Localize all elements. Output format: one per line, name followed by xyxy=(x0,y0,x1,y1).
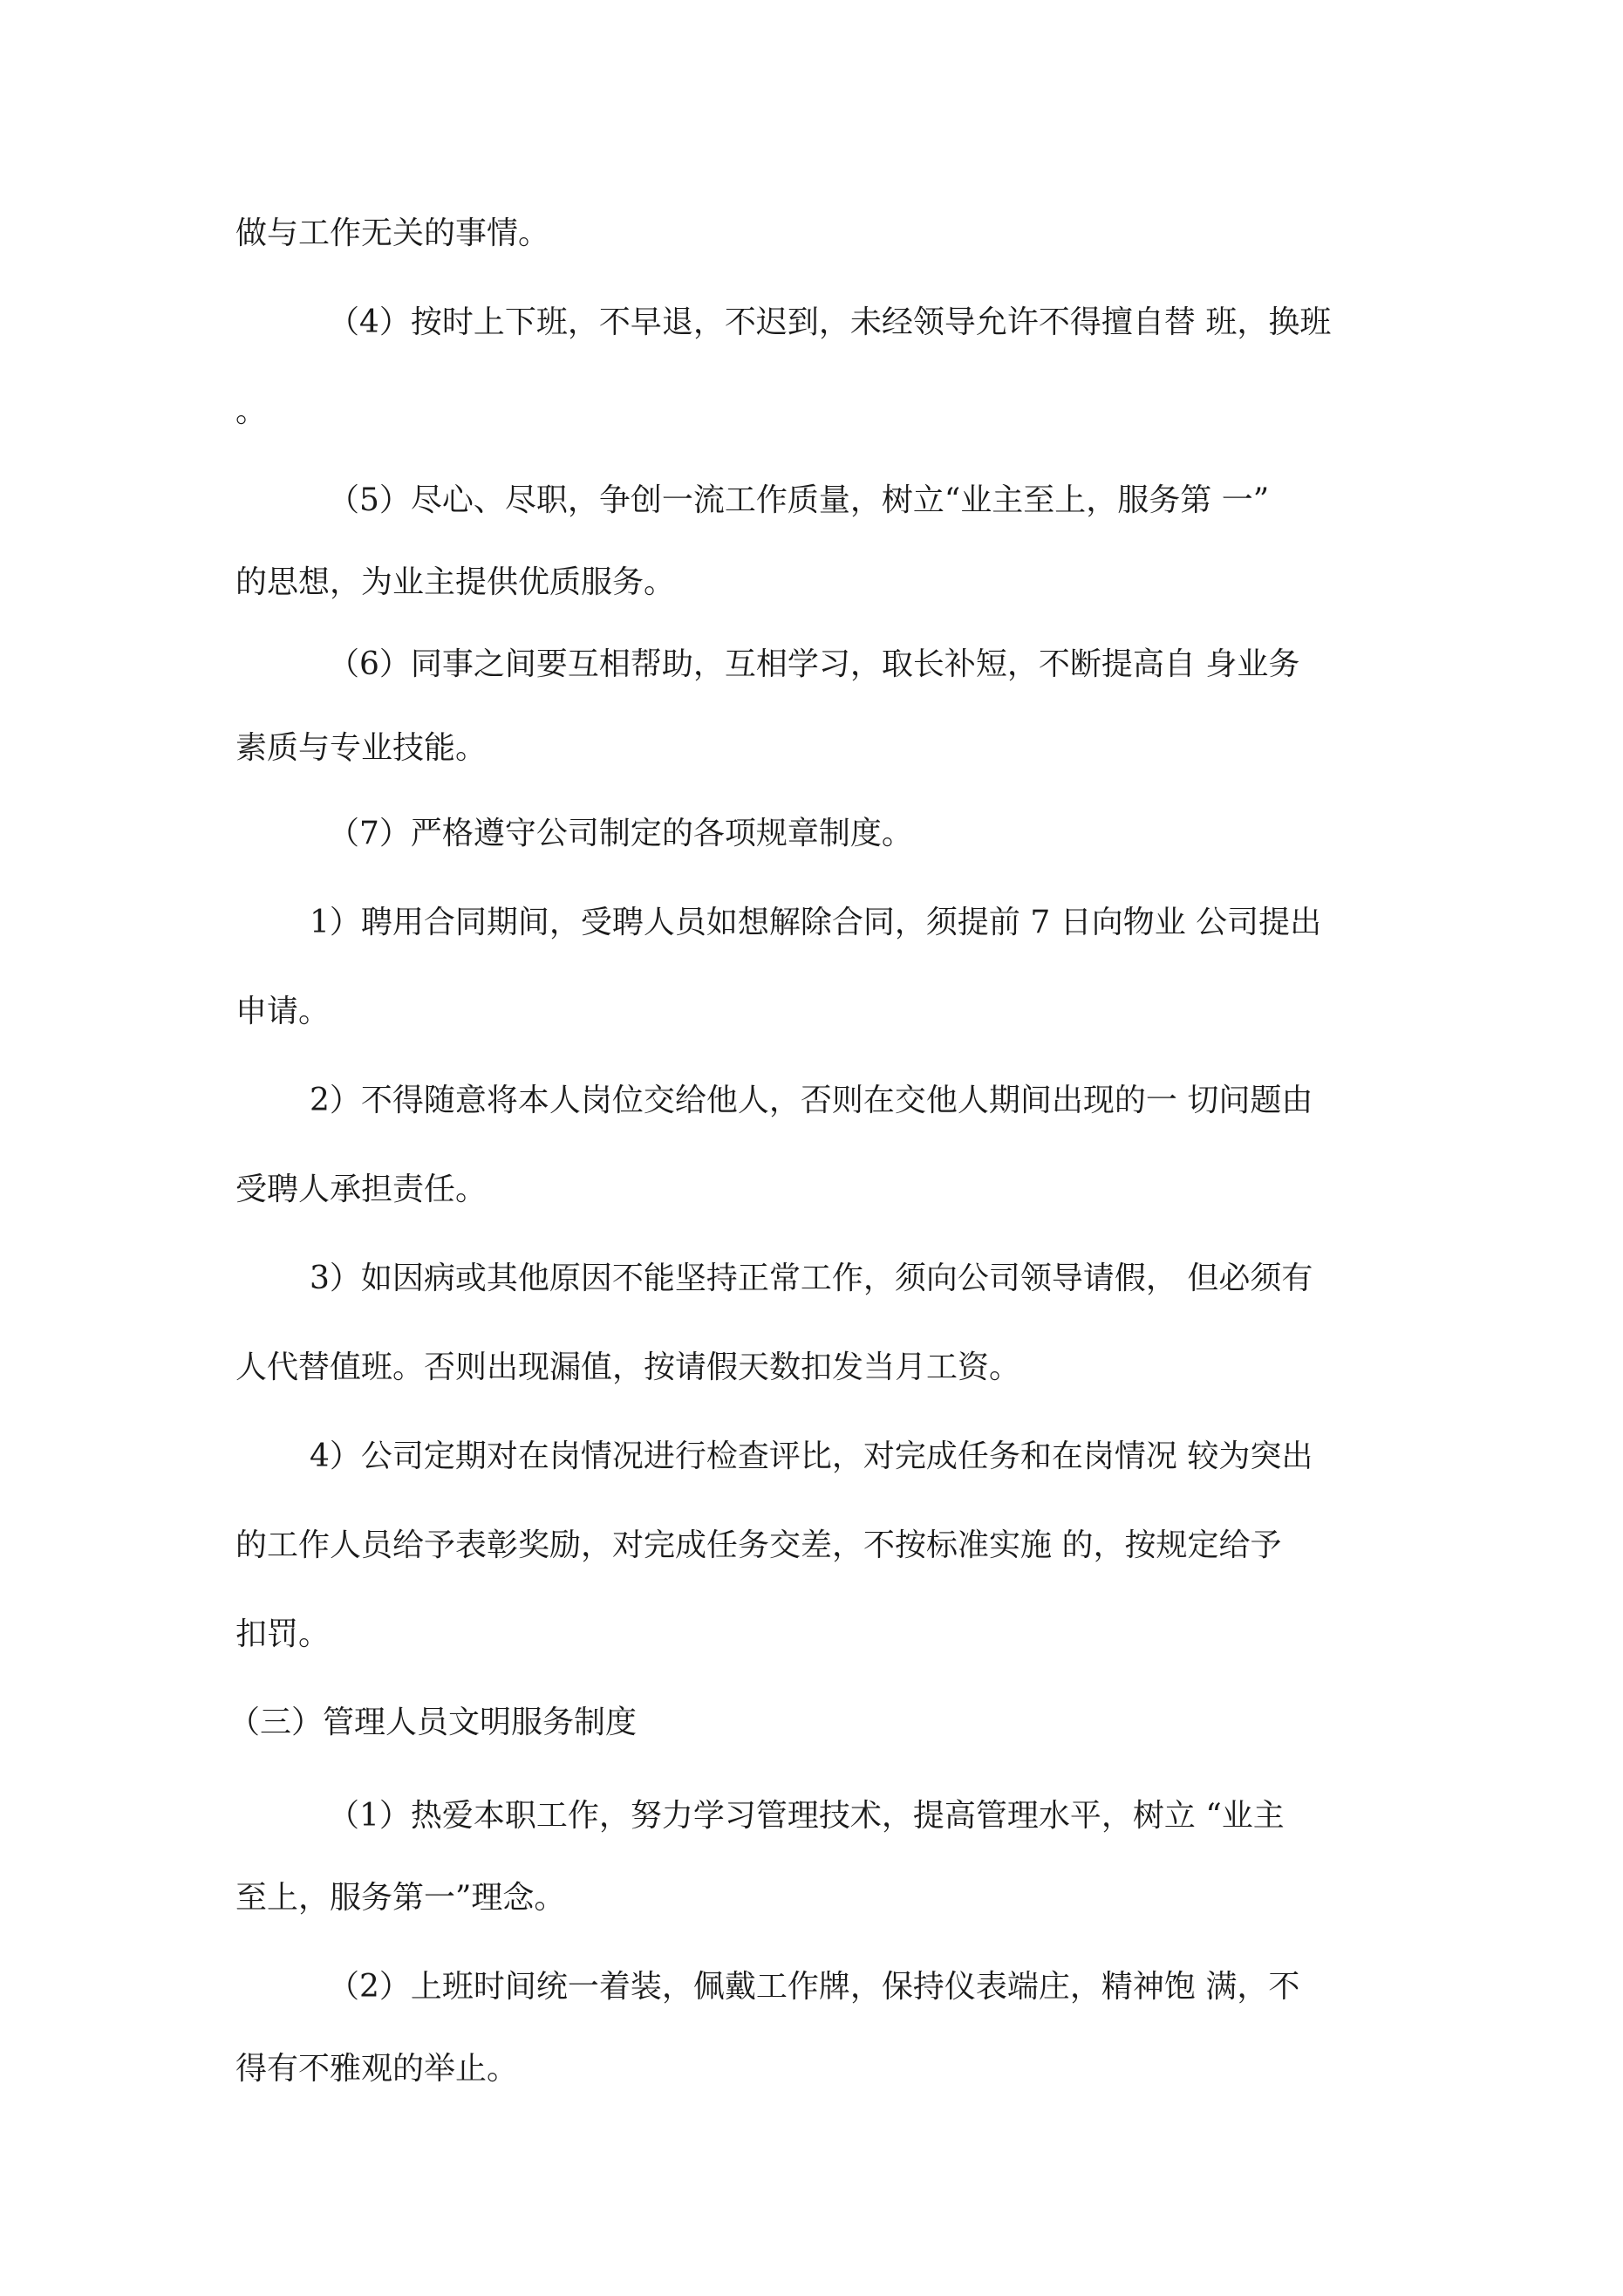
text-line: 的工作人员给予表彰奖励，对完成任务交差，不按标准实施 的，按规定给予 xyxy=(235,1527,1282,1563)
text-line: 扣罚。 xyxy=(235,1616,331,1652)
text-line: 做与工作无关的事情。 xyxy=(235,215,550,251)
text-line: （1）热爱本职工作，努力学习管理技术，提高管理水平，树立 “业主 xyxy=(328,1798,1285,1834)
text-line: 人代替值班。否则出现漏值，按请假天数扣发当月工资。 xyxy=(235,1350,1021,1385)
text-line: 申请。 xyxy=(235,994,331,1029)
section-heading: （三）管理人员文明服务制度 xyxy=(228,1705,638,1740)
text-line: 4）公司定期对在岗情况进行检查评比，对完成任务和在岗情况 较为突出 xyxy=(310,1438,1313,1474)
text-line: 得有不雅观的举止。 xyxy=(235,2051,519,2087)
text-line: （7）严格遵守公司制定的各项规章制度。 xyxy=(328,816,913,851)
text-line: 至上，服务第一”理念。 xyxy=(235,1880,566,1916)
text-line: （5）尽心、尽职，争创一流工作质量，树立“业主至上，服务第 一” xyxy=(328,482,1270,518)
text-line: 1）聘用合同期间，受聘人员如想解除合同，须提前 7 日向物业 公司提出 xyxy=(310,905,1322,940)
text-line: （6）同事之间要互相帮助，互相学习，取长补短，不断提高自 身业务 xyxy=(328,646,1300,682)
text-line: 3）如因病或其他原因不能坚持正常工作，须向公司领导请假， 但必须有 xyxy=(310,1261,1313,1296)
text-line: 受聘人承担责任。 xyxy=(235,1172,488,1207)
text-line: （2）上班时间统一着装，佩戴工作牌，保持仪表端庄，精神饱 满，不 xyxy=(328,1969,1300,2005)
text-line: 的思想，为业主提供优质服务。 xyxy=(235,564,676,600)
text-line: 。 xyxy=(235,393,268,429)
text-line: （4）按时上下班，不早退，不迟到，未经领导允许不得擅自替 班，换班 xyxy=(328,304,1332,340)
text-line: 2）不得随意将本人岗位交给他人，否则在交他人期间出现的一 切问题由 xyxy=(310,1083,1313,1118)
text-line: 素质与专业技能。 xyxy=(235,730,488,766)
